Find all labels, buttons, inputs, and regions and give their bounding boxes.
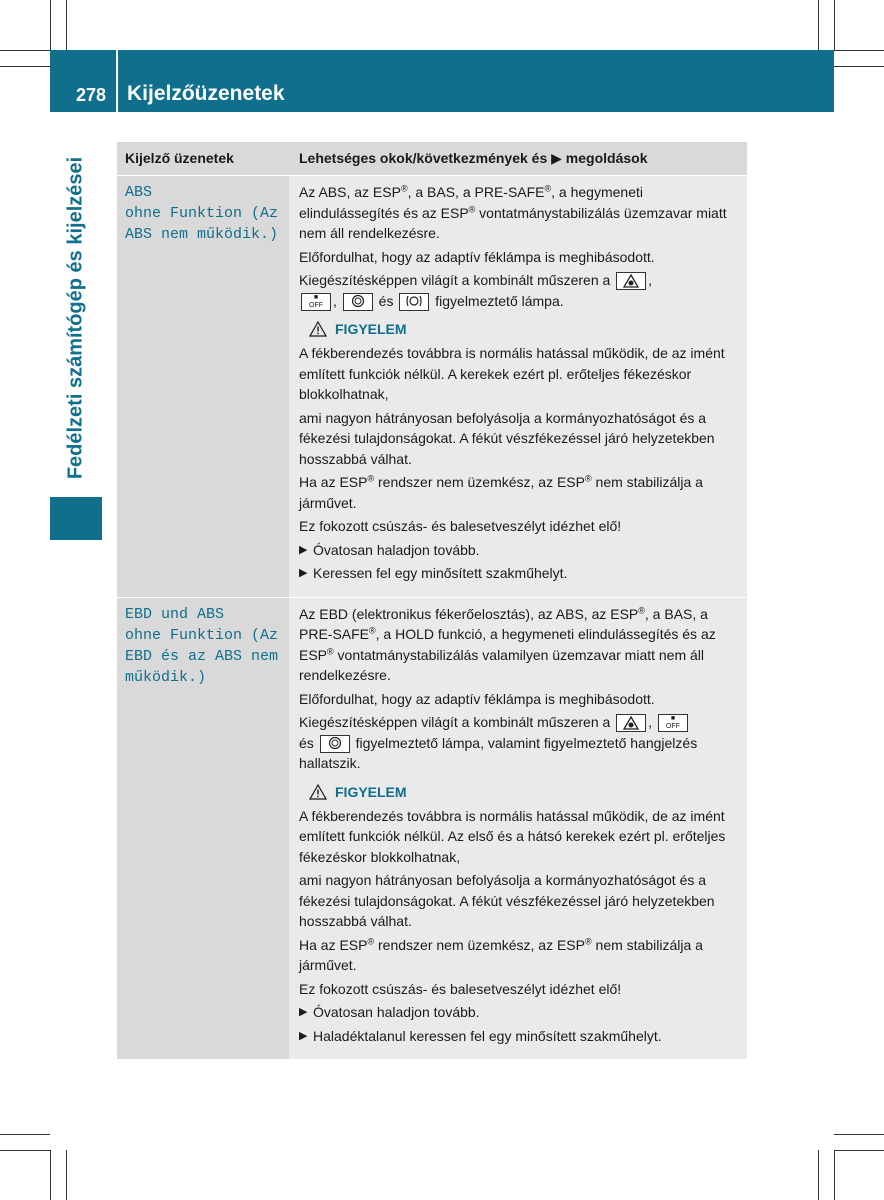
crop-mark bbox=[50, 0, 51, 50]
warning-heading bbox=[309, 784, 741, 800]
paragraph: Ha az ESP® rendszer nem üzemkész, az ESP® nem stabilizálja a járművet. bbox=[299, 935, 703, 973]
paragraph: ami nagyon hátrányosan befolyásolja a kormányozhatóságot és a fékezési tulajdonságokat. A fékút vészfékezéssel járó helyzetekben hosszabbá válhat. bbox=[299, 409, 715, 467]
bullet-item: ▶ Óvatosan haladjon tovább. bbox=[299, 540, 741, 564]
crop-mark bbox=[818, 0, 819, 50]
crop-mark bbox=[0, 1150, 50, 1151]
crop-mark bbox=[50, 1150, 51, 1200]
crop-mark bbox=[0, 50, 50, 51]
display-message-cell bbox=[117, 176, 289, 598]
causes-cell bbox=[289, 176, 747, 598]
display-line: EBD és az ABS nem bbox=[125, 647, 279, 665]
warning-heading bbox=[309, 321, 741, 337]
bullet-item: ▶ Óvatosan haladjon tovább. bbox=[299, 1002, 741, 1026]
display-message-cell bbox=[117, 598, 289, 1061]
esp-off-icon: ■ OFF bbox=[301, 293, 331, 311]
paragraph: A fékberendezés továbbra is normális hatással működik, de az imént említett funkciók nélkül. Az első és a hátsó kerekek ezért pl. erőteljes fékezéskor blokkolhatnak, bbox=[299, 807, 726, 865]
crop-mark bbox=[818, 1150, 819, 1200]
bullet-arrow-icon: ▶ bbox=[299, 1029, 308, 1042]
display-line: ABS nem működik.) bbox=[125, 226, 279, 243]
table-row bbox=[117, 176, 747, 598]
bullet-arrow-icon: ▶ bbox=[299, 567, 308, 579]
messages-table bbox=[117, 142, 747, 1060]
chapter-title: Fedélzeti számítógép és kijelzései bbox=[64, 156, 87, 480]
bullet-arrow-icon: ▶ bbox=[299, 543, 308, 556]
crop-mark bbox=[834, 0, 835, 50]
header-divider bbox=[116, 50, 118, 112]
paragraph: Kiegészítésképpen világít a kombinált műszeren a , ■ OFF , és figyelmeztető lámpa. bbox=[299, 272, 653, 309]
causes-cell bbox=[289, 598, 747, 1061]
crop-mark bbox=[0, 66, 50, 67]
crop-mark bbox=[834, 1150, 884, 1151]
table-header bbox=[117, 142, 747, 176]
abs-icon bbox=[343, 293, 373, 311]
display-line: ohne Funktion (Az bbox=[125, 626, 279, 644]
crop-mark bbox=[834, 1134, 884, 1135]
paragraph: Előfordulhat, hogy az adaptív féklámpa is meghibásodott. bbox=[299, 248, 655, 265]
crop-mark bbox=[66, 0, 67, 50]
paragraph: Előfordulhat, hogy az adaptív féklámpa is meghibásodott. bbox=[299, 690, 655, 707]
crop-mark bbox=[0, 1134, 50, 1135]
paragraph: Az ABS, az ESP®, a BAS, a PRE-SAFE®, a hegymeneti elindulássegítés és az ESP® vontatmánystabilizálás üzemzavar miatt nem áll rendelkezésre. bbox=[299, 183, 727, 241]
chapter-tab bbox=[50, 497, 102, 540]
bullet-item: ▶ Haladéktalanul keressen fel egy minősített szakműhelyt. bbox=[299, 1026, 741, 1050]
crop-mark bbox=[834, 1150, 835, 1200]
display-line: ABS bbox=[125, 184, 153, 201]
paragraph: Ez fokozott csúszás- és balesetveszélyt idézhet elő! bbox=[299, 980, 622, 997]
warning-label: FIGYELEM bbox=[335, 783, 407, 800]
display-line: EBD und ABS bbox=[125, 605, 225, 623]
page-title: Kijelzőüzenetek bbox=[127, 82, 285, 105]
crop-mark bbox=[834, 50, 884, 51]
display-line: működik.) bbox=[125, 668, 207, 686]
esp-off-icon: ■ OFF bbox=[658, 714, 688, 732]
col-header-display-messages: Kijelző üzenetek bbox=[125, 150, 234, 166]
table-row bbox=[117, 598, 747, 1061]
crop-mark bbox=[834, 66, 884, 67]
display-line: ohne Funktion (Az bbox=[125, 205, 279, 222]
paragraph: Ez fokozott csúszás- és balesetveszélyt idézhet elő! bbox=[299, 518, 622, 534]
warning-triangle-icon bbox=[309, 784, 327, 800]
paragraph: Ha az ESP® rendszer nem üzemkész, az ESP® nem stabilizálja a járművet. bbox=[299, 473, 703, 511]
warning-label: FIGYELEM bbox=[335, 321, 407, 337]
crop-mark bbox=[66, 1150, 67, 1200]
bullet-item: ▶ Keressen fel egy minősített szakműhelyt. bbox=[299, 563, 741, 587]
abs-icon bbox=[320, 735, 350, 753]
warning-triangle-icon bbox=[309, 321, 327, 337]
col-header-causes-solutions: Lehetséges okok/következmények és ▶ megoldások bbox=[299, 150, 648, 166]
bullet-arrow-icon: ▶ bbox=[299, 1006, 308, 1018]
paragraph: ami nagyon hátrányosan befolyásolja a kormányozhatóságot és a fékezési tulajdonságokat. A fékút vészfékezéssel járó helyzetekben hosszabbá válhat. bbox=[299, 872, 715, 929]
paragraph: A fékberendezés továbbra is normális hatással működik, de az imént említett funkciók nélkül. A kerekek ezért pl. erőteljes fékezéskor blokkolhatnak, bbox=[299, 345, 725, 402]
page-number: 278 bbox=[76, 85, 107, 105]
brake-system-icon bbox=[399, 293, 429, 311]
brake-warning-icon bbox=[616, 272, 646, 290]
paragraph: Kiegészítésképpen világít a kombinált műszeren a , ■ OFF és figyelmeztető lámpa, valamint figyelmeztető hangjelzés hallatszik. bbox=[299, 714, 698, 771]
paragraph: Az EBD (elektronikus fékerőelosztás), az ABS, az ESP®, a BAS, a PRE-SAFE®, a HOLD funkció, a hegymeneti elindulássegítés és az ESP® vontatmánystabilizálás valamilyen üzemzavar miatt nem áll rendelkezésre. bbox=[299, 604, 716, 683]
brake-warning-icon bbox=[616, 714, 646, 732]
